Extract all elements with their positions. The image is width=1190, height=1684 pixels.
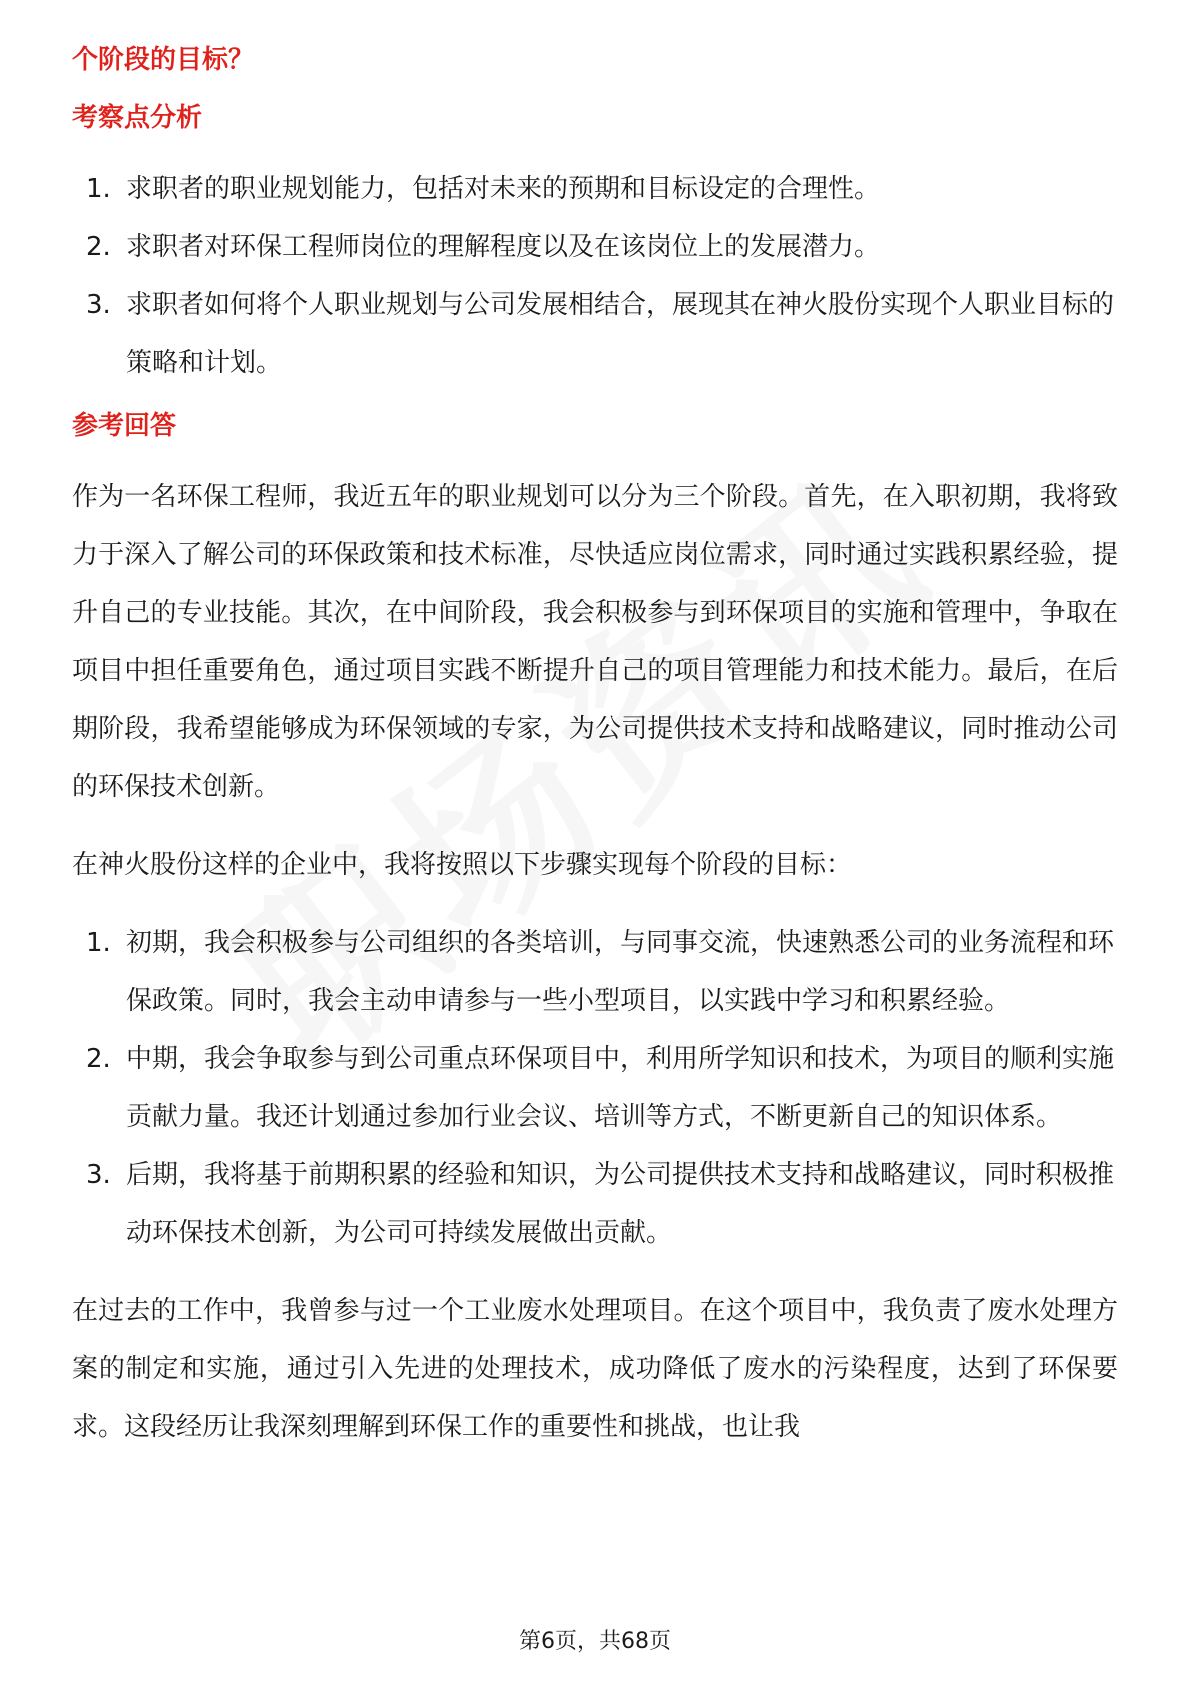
answer-heading: 参考回答: [72, 411, 177, 441]
list-text: 后期，我将基于前期积累的经验和知识，为公司提供技术支持和战略建议，同时积极推动环保技术创新，为公司可持续发展做出贡献。: [126, 1160, 1115, 1248]
list-number: 1.: [86, 928, 111, 958]
list-number: 2.: [86, 232, 111, 262]
list-number: 2.: [86, 1044, 111, 1074]
document-page: [72, 40, 1118, 1456]
list-text: 求职者如何将个人职业规划与公司发展相结合，展现其在神火股份实现个人职业目标的策略和计划。: [126, 290, 1115, 378]
list-text: 求职者的职业规划能力，包括对未来的预期和目标设定的合理性。: [126, 174, 881, 204]
answer-paragraph-2: 在神火股份这样的企业中，我将按照以下步骤实现每个阶段的目标：: [72, 850, 853, 880]
list-item: [72, 1146, 1118, 1262]
list-item: [72, 1030, 1118, 1146]
list-number: 3.: [86, 1160, 111, 1190]
list-text: 求职者对环保工程师岗位的理解程度以及在该岗位上的发展潜力。: [126, 232, 881, 262]
list-item: [72, 276, 1118, 392]
analysis-heading: 考察点分析: [72, 103, 203, 133]
list-item: [72, 160, 1118, 218]
list-item: [72, 218, 1118, 276]
list-text: 初期，我会积极参与公司组织的各类培训，与同事交流，快速熟悉公司的业务流程和环保政策。同时，我会主动申请参与一些小型项目，以实践中学习和积累经验。: [126, 928, 1115, 1016]
answer-paragraph-3: 在过去的工作中，我曾参与过一个工业废水处理项目。在这个项目中，我负责了废水处理方案的制定和实施，通过引入先进的处理技术，成功降低了废水的污染程度，达到了环保要求。这段经历让我深刻理解到环保工作的重要性和挑战，也让我: [72, 1296, 1118, 1442]
list-number: 3.: [86, 290, 111, 320]
steps-list: [72, 914, 1118, 1262]
list-text: 中期，我会争取参与到公司重点环保项目中，利用所学知识和技术，为项目的顺利实施贡献力量。我还计划通过参加行业会议、培训等方式，不断更新自己的知识体系。: [126, 1044, 1115, 1132]
answer-paragraph-1: 作为一名环保工程师，我近五年的职业规划可以分为三个阶段。首先，在入职初期，我将致力于深入了解公司的环保政策和技术标准，尽快适应岗位需求，同时通过实践积累经验，提升自己的专业技能。其次，在中间阶段，我会积极参与到环保项目的实施和管理中，争取在项目中担任重要角色，通过项目实践不断提升自己的项目管理能力和技术能力。最后，在后期阶段，我希望能够成为环保领域的专家，为公司提供技术支持和战略建议，同时推动公司的环保技术创新。: [72, 482, 1118, 802]
analysis-list: [72, 160, 1118, 392]
list-number: 1.: [86, 174, 111, 204]
page-footer: 第6页，共68页: [519, 1629, 671, 1654]
top-heading: 个阶段的目标？: [72, 45, 255, 75]
list-item: [72, 914, 1118, 1030]
